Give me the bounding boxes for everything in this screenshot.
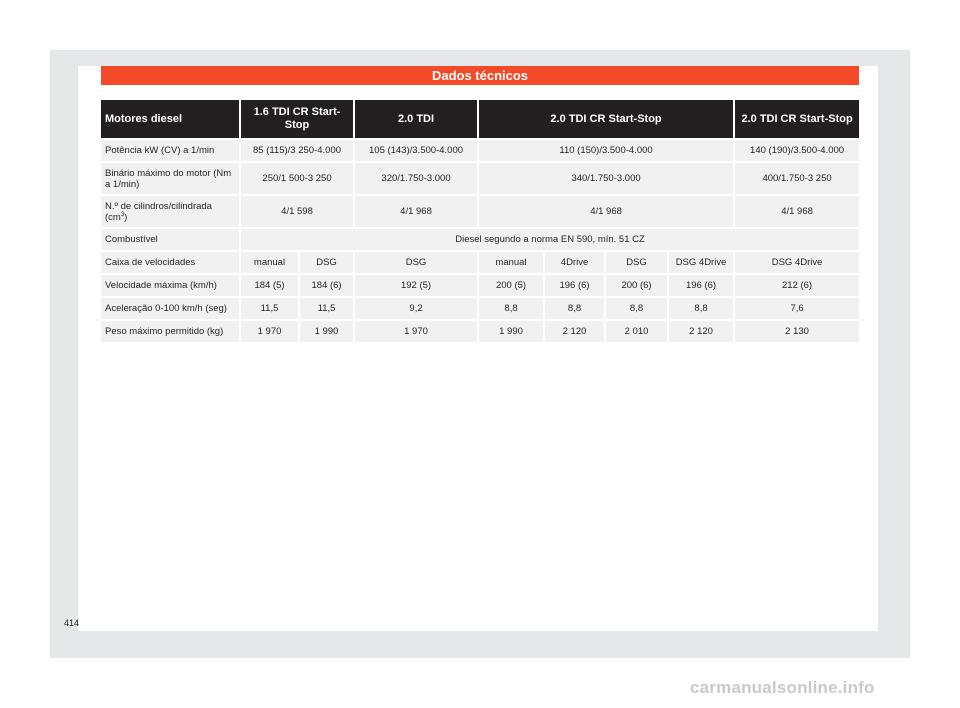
table-row-power	[101, 138, 859, 161]
table-cell: 212 (6)	[735, 273, 859, 296]
row-label: Potência kW (CV) a 1/min	[101, 138, 241, 161]
header-engine-2: 2.0 TDI	[355, 100, 479, 138]
table-cell: manual	[241, 250, 300, 273]
table-cell: 85 (115)/3 250-4.000	[241, 138, 355, 161]
table-row-acceleration	[101, 296, 859, 319]
table-cell: 4/1 968	[735, 194, 859, 227]
table-cell: 140 (190)/3.500-4.000	[735, 138, 859, 161]
table-cell: 4Drive	[545, 250, 606, 273]
table-cell: DSG 4Drive	[669, 250, 735, 273]
header-engine-1: 1.6 TDI CR Start-Stop	[241, 100, 355, 138]
header-engine-4: 2.0 TDI CR Start-Stop	[735, 100, 859, 138]
watermark: carmanualsonline.info	[690, 678, 875, 697]
table-cell: 200 (6)	[606, 273, 669, 296]
table-row-fuel	[101, 227, 859, 250]
table-cell: 196 (6)	[545, 273, 606, 296]
table-cell: 4/1 968	[479, 194, 735, 227]
row-label: Caixa de velocidades	[101, 250, 241, 273]
page-number: 414	[64, 618, 80, 628]
row-label: Combustível	[101, 227, 241, 250]
table-cell: DSG	[300, 250, 355, 273]
table-cell: 8,8	[479, 296, 545, 319]
table-cell: 8,8	[669, 296, 735, 319]
table-cell: DSG	[606, 250, 669, 273]
row-label: N.º de cilindros/cilindrada $(cm^3)$	[101, 194, 241, 227]
table-cell: Diesel segundo a norma EN 590, mín. 51 CZ	[241, 227, 859, 250]
table-cell: 11,5	[300, 296, 355, 319]
table-cell: 2 010	[606, 319, 669, 342]
table-row-top-speed	[101, 273, 859, 296]
table-cell: 11,5	[241, 296, 300, 319]
table-cell: 400/1.750-3 250	[735, 161, 859, 194]
table-cell: 110 (150)/3.500-4.000	[479, 138, 735, 161]
row-label: Velocidade máxima (km/h)	[101, 273, 241, 296]
table-cell: 2 130	[735, 319, 859, 342]
row-label: Binário máximo do motor (Nm a 1/min)	[101, 161, 241, 194]
table-cell: 192 (5)	[355, 273, 479, 296]
header-engine-3: 2.0 TDI CR Start-Stop	[479, 100, 735, 138]
table-cell: 250/1 500-3 250	[241, 161, 355, 194]
table-cell: 184 (5)	[241, 273, 300, 296]
table-cell: 1 990	[300, 319, 355, 342]
header-engines: Motores diesel	[101, 100, 241, 138]
table-cell: 184 (6)	[300, 273, 355, 296]
row-label: Aceleração 0-100 km/h (seg)	[101, 296, 241, 319]
table-cell: 340/1.750-3.000	[479, 161, 735, 194]
table-row-torque	[101, 161, 859, 194]
table-cell: 196 (6)	[669, 273, 735, 296]
table-cell: 1 970	[355, 319, 479, 342]
table-row-max-weight	[101, 319, 859, 342]
table-cell: 2 120	[545, 319, 606, 342]
table-cell: 4/1 598	[241, 194, 355, 227]
table-cell: DSG	[355, 250, 479, 273]
table-cell: 2 120	[669, 319, 735, 342]
row-label: Peso máximo permitido (kg)	[101, 319, 241, 342]
table-row-gearbox	[101, 250, 859, 273]
table-cell: 4/1 968	[355, 194, 479, 227]
table-cell: DSG 4Drive	[735, 250, 859, 273]
table-cell: manual	[479, 250, 545, 273]
table-cell: 1 970	[241, 319, 300, 342]
table-header-row	[101, 100, 859, 138]
technical-data-table	[101, 100, 859, 342]
table-cell: 105 (143)/3.500-4.000	[355, 138, 479, 161]
table-cell: 8,8	[606, 296, 669, 319]
section-banner: Dados técnicos	[101, 66, 859, 85]
table-row-cylinders	[101, 194, 859, 227]
table-cell: 8,8	[545, 296, 606, 319]
table-cell: 7,6	[735, 296, 859, 319]
table-cell: 1 990	[479, 319, 545, 342]
table-cell: 9,2	[355, 296, 479, 319]
table-cell: 200 (5)	[479, 273, 545, 296]
table-cell: 320/1.750-3.000	[355, 161, 479, 194]
